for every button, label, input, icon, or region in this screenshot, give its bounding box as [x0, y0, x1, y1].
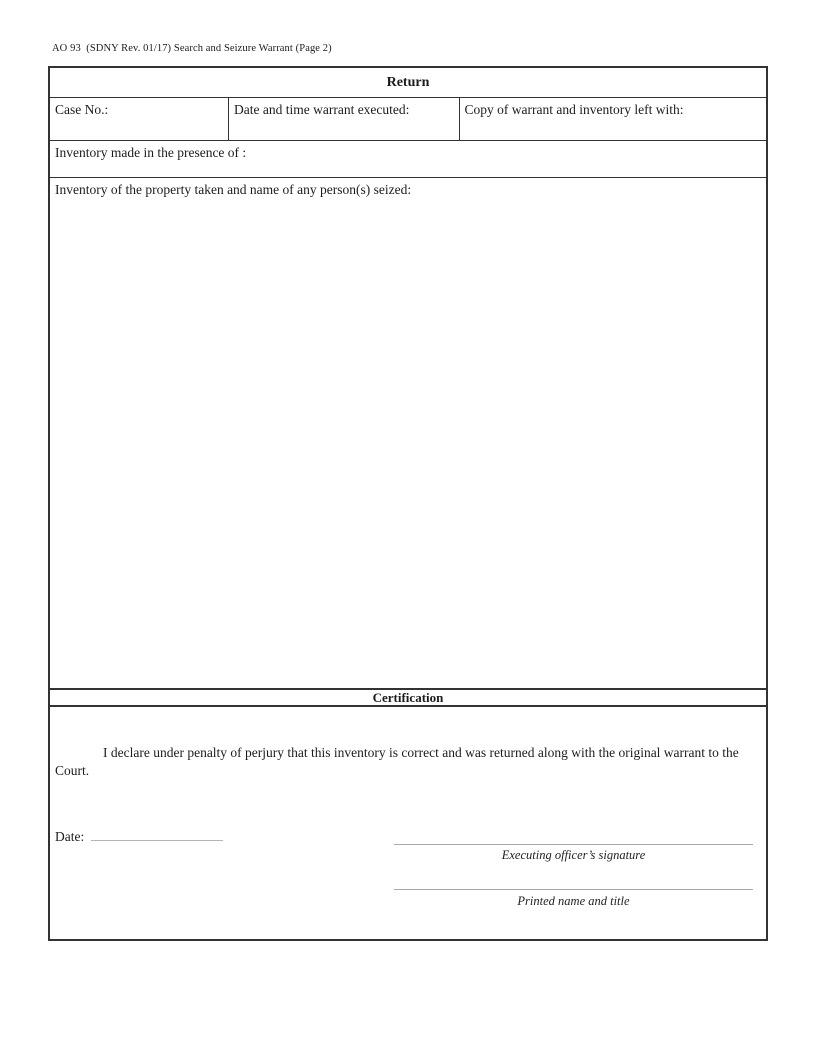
date-area	[55, 826, 223, 845]
certification-body	[50, 707, 766, 939]
inventory-property-label: Inventory of the property taken and name of any person(s) seized:	[55, 182, 412, 197]
executing-officer-signature-caption: Executing officer’s signature	[501, 848, 646, 862]
return-section-title: Return	[50, 68, 766, 98]
copy-left-with-field[interactable]	[460, 98, 766, 140]
copy-left-with-label: Copy of warrant and inventory left with:	[464, 102, 684, 117]
certification-section-title: Certification	[50, 690, 766, 707]
case-info-row	[50, 98, 766, 141]
date-time-executed-label: Date and time warrant executed:	[234, 102, 410, 117]
executing-officer-signature-field[interactable]	[394, 844, 753, 845]
inventory-presence-field[interactable]	[50, 141, 766, 178]
case-no-field[interactable]	[50, 98, 229, 140]
form-id-header: AO 93 (SDNY Rev. 01/17) Search and Seizure Warrant (Page 2)	[52, 43, 332, 54]
printed-name-title-caption: Printed name and title	[517, 894, 630, 908]
date-label: Date:	[55, 829, 85, 844]
date-blank-field[interactable]	[91, 826, 223, 841]
inventory-presence-label: Inventory made in the presence of :	[55, 145, 247, 160]
inventory-property-field[interactable]	[50, 178, 766, 690]
case-no-label: Case No.:	[55, 102, 109, 117]
return-form-table	[48, 66, 768, 941]
perjury-declaration-text: I declare under penalty of perjury that this inventory is correct and was returned along with the original warrant to the Court.	[55, 745, 739, 778]
printed-name-title-field[interactable]	[394, 889, 753, 890]
date-time-executed-field[interactable]	[229, 98, 460, 140]
